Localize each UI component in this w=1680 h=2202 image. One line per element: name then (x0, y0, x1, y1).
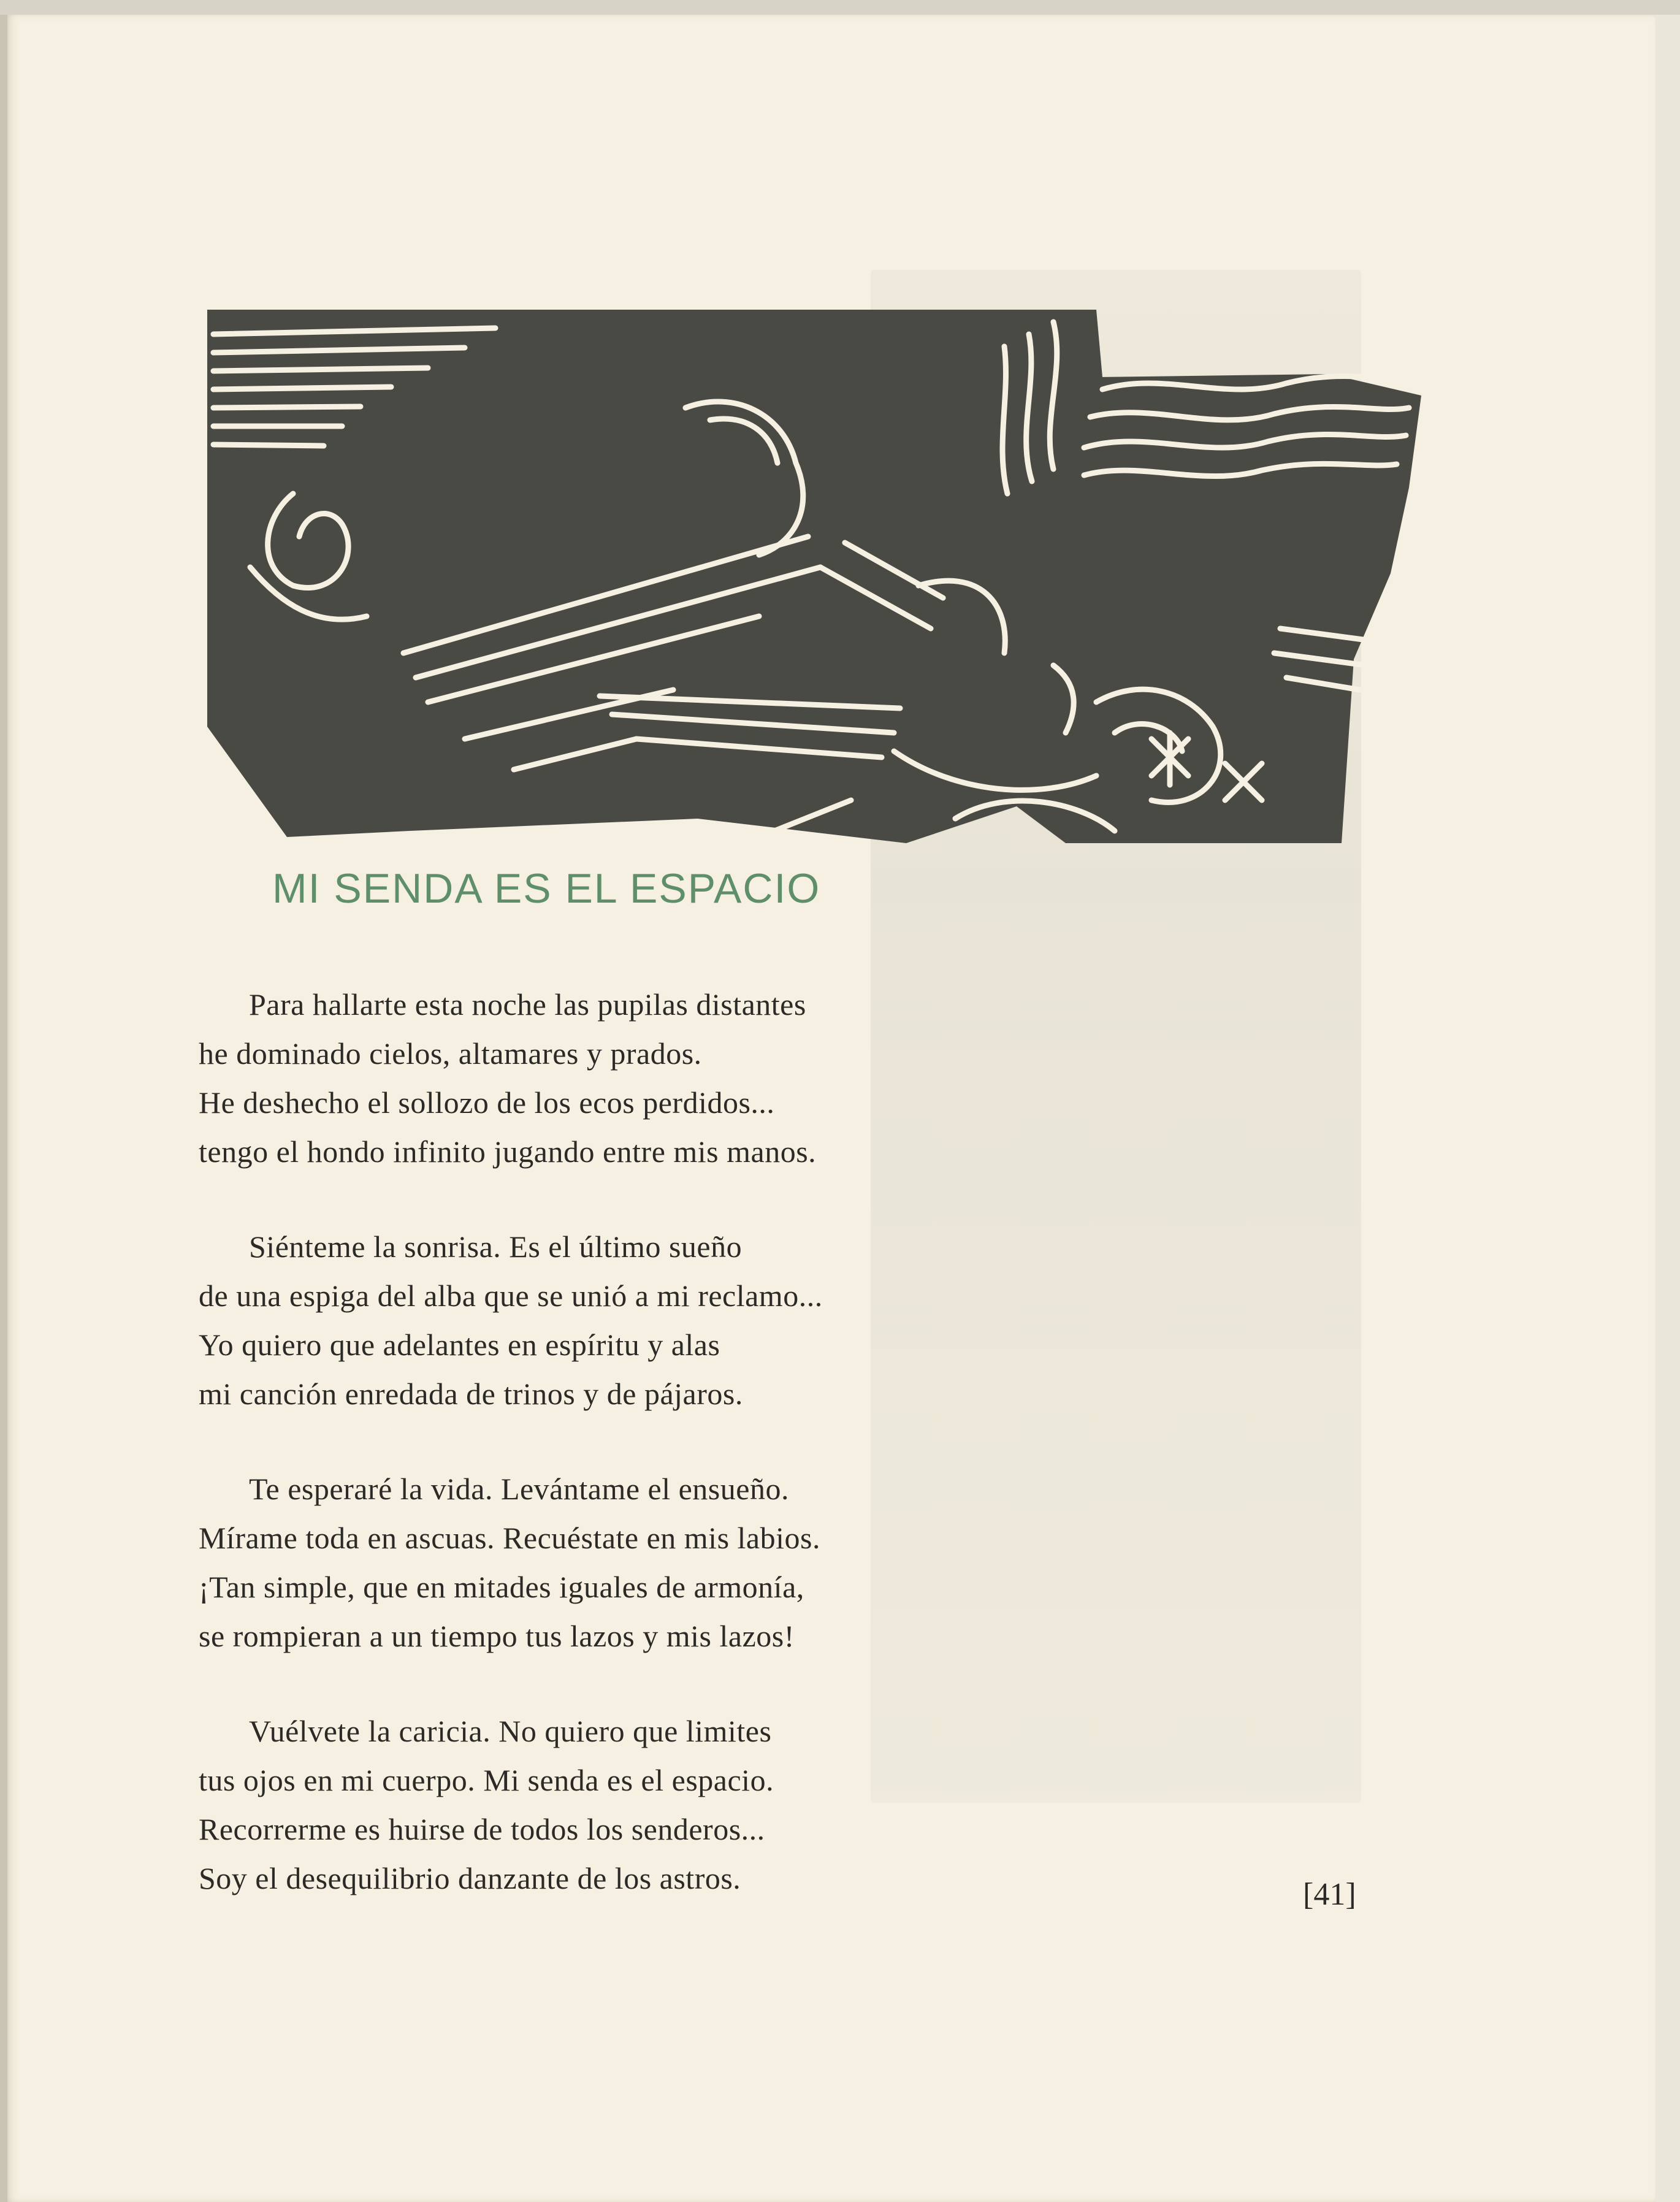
poem-line: He deshecho el sollozo de los ecos perdidos... (199, 1085, 775, 1120)
poem-line: he dominado cielos, altamares y prados. (199, 1036, 702, 1071)
poem-line: mi canción enredada de trinos y de pájaros. (199, 1377, 743, 1411)
poem-line: Recorrerme es huirse de todos los senderos... (199, 1812, 765, 1846)
stanza (199, 980, 996, 1176)
poem-line: Vuélvete la caricia. No quiero que limites (249, 1714, 772, 1748)
stanza (199, 1464, 996, 1661)
poem-line: de una espiga del alba que se unió a mi reclamo... (199, 1279, 823, 1313)
page-deckle-edge (1655, 15, 1680, 2202)
poem-line: Mírame toda en ascuas. Recuéstate en mis labios. (199, 1521, 820, 1555)
page-gutter (0, 15, 7, 2202)
scan-top-edge (0, 0, 1680, 16)
poem-line: tus ojos en mi cuerpo. Mi senda es el espacio. (199, 1763, 774, 1797)
page-number: [41] (1303, 1877, 1356, 1912)
poem-line: Yo quiero que adelantes en espíritu y alas (199, 1328, 720, 1362)
poem-line: Siénteme la sonrisa. Es el último sueño (249, 1229, 743, 1264)
poem-line: Soy el desequilibrio danzante de los astros. (199, 1861, 741, 1895)
poem-line: Te esperaré la vida. Levántame el ensueño. (249, 1472, 789, 1506)
stanza (199, 1222, 996, 1418)
poem-body (199, 980, 996, 1949)
poem-line: ¡Tan simple, que en mitades iguales de armonía, (199, 1570, 804, 1604)
poem-line: Para hallarte esta noche las pupilas distantes (249, 987, 806, 1022)
poem-line: tengo el hondo infinito jugando entre mis manos. (199, 1134, 817, 1169)
poem-line: se rompieran a un tiempo tus lazos y mis lazos! (199, 1619, 795, 1653)
stanza (199, 1707, 996, 1903)
woodcut-illustration-icon (207, 310, 1421, 843)
page-title: MI SENDA ES EL ESPACIO (272, 865, 821, 912)
